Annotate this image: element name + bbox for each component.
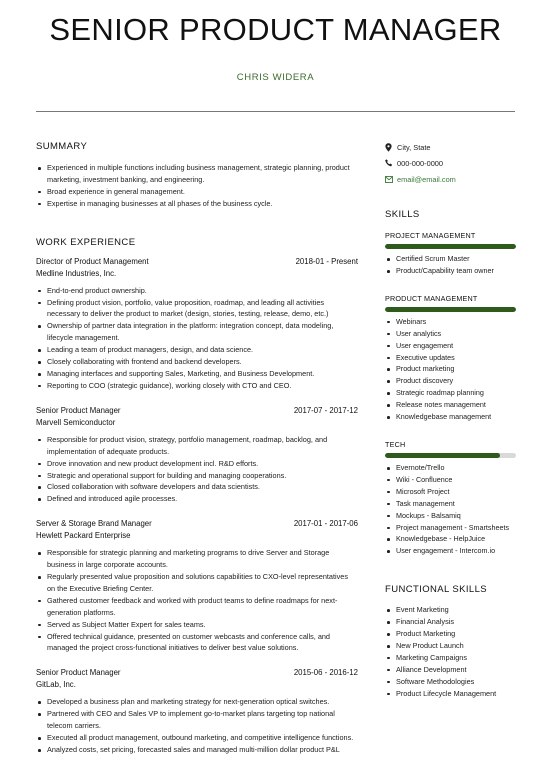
location-text: City, State xyxy=(397,142,431,152)
skills-heading: SKILLS xyxy=(385,209,420,220)
job-title: Server & Storage Brand Manager xyxy=(36,519,152,529)
summary-list xyxy=(36,162,358,210)
job-dates: 2017-07 - 2017-12 xyxy=(293,405,358,415)
experience-section xyxy=(36,237,358,756)
list-item: Defining product vision, portfolio, value proposition, roadmap, and leading all activities necessary to deliver the product to market (design, stories, testing, release, demo, etc.) xyxy=(36,297,358,321)
job-duties xyxy=(36,434,358,505)
list-item: Closed collaboration with software developers and data scientists. xyxy=(36,481,358,493)
list-item: Regularly presented value proposition and solutions capabilities to CXO-level representatives on the Executive Briefing Center. xyxy=(36,571,358,595)
list-item: Certified Scrum Master xyxy=(385,253,516,265)
skill-level-bar xyxy=(385,307,516,312)
list-item: Developed a business plan and marketing strategy for next-generation optical switches. xyxy=(36,696,358,708)
skill-group xyxy=(385,440,516,557)
skill-group-name: PRODUCT MANAGEMENT xyxy=(385,293,478,303)
job-duties xyxy=(36,285,358,392)
list-item: Defined and introduced agile processes. xyxy=(36,493,358,505)
skill-group-name: PROJECT MANAGEMENT xyxy=(385,231,476,240)
functional-skills-heading: FUNCTIONAL SKILLS xyxy=(385,584,487,596)
list-item: Product/Capability team owner xyxy=(385,265,516,277)
job-duties xyxy=(36,547,358,654)
resume-title: SENIOR PRODUCT MANAGER xyxy=(49,12,502,47)
list-item: Marketing Campaigns xyxy=(385,652,516,664)
skill-group xyxy=(385,294,516,423)
list-item: Expertise in managing businesses at all phases of the business cycle. xyxy=(36,198,358,210)
skill-list xyxy=(385,316,516,423)
contact-phone xyxy=(385,155,516,171)
contact-location xyxy=(385,139,516,155)
job-entry xyxy=(36,405,358,505)
list-item: Product marketing xyxy=(385,363,516,375)
list-item: Drove innovation and new product development incl. R&D efforts. xyxy=(36,458,358,470)
header-divider xyxy=(36,111,515,112)
phone-text: 000-000-0000 xyxy=(397,158,444,168)
list-item: Served as Subject Matter Expert for sales teams. xyxy=(36,619,358,631)
skill-level-fill xyxy=(385,244,516,249)
job-title: Director of Product Management xyxy=(36,256,149,266)
sidebar-column xyxy=(385,139,516,699)
contact-email[interactable] xyxy=(385,171,516,187)
skill-group xyxy=(385,231,516,277)
job-entry xyxy=(36,256,358,392)
job-dates: 2017-01 - 2017-06 xyxy=(293,519,358,529)
list-item: Strategic and operational support for building and managing cooperations. xyxy=(36,470,358,482)
experience-heading: WORK EXPERIENCE xyxy=(36,236,136,248)
list-item: Evernote/Trello xyxy=(385,462,516,474)
skill-level-bar xyxy=(385,244,516,249)
list-item: User engagement xyxy=(385,340,516,352)
list-item: Executed all product management, outbound marketing, and competitive intelligence functions. xyxy=(36,732,358,744)
list-item: Managing interfaces and supporting Sales, Marketing, and Business Development. xyxy=(36,368,358,380)
list-item: Responsible for strategic planning and marketing programs to drive Server and Storage business in large corporate accounts. xyxy=(36,547,358,571)
list-item: Executive updates xyxy=(385,352,516,364)
job-title: Senior Product Manager xyxy=(36,405,121,415)
skill-level-bar xyxy=(385,453,516,458)
envelope-icon xyxy=(385,176,397,183)
functional-skills-list xyxy=(385,604,516,699)
list-item: Ownership of partner data integration in the platform: integration concept, data modeling, lifecycle management. xyxy=(36,320,358,344)
job-entry xyxy=(36,518,358,654)
list-item: Gathered customer feedback and worked with product teams to define roadmaps for next-generation platforms. xyxy=(36,595,358,619)
email-link[interactable]: email@email.com xyxy=(397,174,456,184)
list-item: Software Methodologies xyxy=(385,676,516,688)
list-item: Strategic roadmap planning xyxy=(385,387,516,399)
list-item: Reporting to COO (strategic guidance), working closely with CTO and CEO. xyxy=(36,380,358,392)
list-item: User engagement - Intercom.io xyxy=(385,545,516,557)
list-item: Partnered with CEO and Sales VP to implement go-to-market plans targeting top national telecom carriers. xyxy=(36,708,358,732)
list-item: Microsoft Project xyxy=(385,486,516,498)
list-item: Offered technical guidance, presented on customer webcasts and conference calls, and managed the project cross-functional initiatives to deliver best value solutions. xyxy=(36,631,358,655)
list-item: Financial Analysis xyxy=(385,616,516,628)
list-item: Project management - Smartsheets xyxy=(385,522,516,534)
summary-section xyxy=(36,141,358,210)
list-item: Analyzed costs, set pricing, forecasted sales and managed multi-million dollar product P&L xyxy=(36,744,358,756)
job-dates: 2018-01 - Present xyxy=(295,256,358,266)
skill-level-fill xyxy=(385,453,500,458)
list-item: Knowledgebase management xyxy=(385,411,516,423)
list-item: Alliance Development xyxy=(385,664,516,676)
skill-list xyxy=(385,253,516,277)
skill-level-fill xyxy=(385,307,516,312)
skill-list xyxy=(385,462,516,557)
list-item: Release notes management xyxy=(385,399,516,411)
list-item: Product Marketing xyxy=(385,628,516,640)
list-item: Event Marketing xyxy=(385,604,516,616)
job-title: Senior Product Manager xyxy=(36,668,121,678)
summary-heading: SUMMARY xyxy=(36,141,88,152)
job-duties xyxy=(36,696,358,756)
list-item: Closely collaborating with frontend and backend developers. xyxy=(36,356,358,368)
phone-icon xyxy=(385,159,397,167)
list-item: Experienced in multiple functions including business management, strategic planning, product marketing, investment banking, and engineering. xyxy=(36,162,358,186)
list-item: Mockups - Balsamiq xyxy=(385,510,516,522)
contact-block xyxy=(385,139,516,187)
skill-group-name: TECH xyxy=(385,439,406,449)
list-item: Knowledgebase - HelpJuice xyxy=(385,533,516,545)
job-company: Hewlett Packard Enterprise xyxy=(36,531,131,541)
list-item: User analytics xyxy=(385,328,516,340)
candidate-name: CHRIS WIDERA xyxy=(236,72,315,83)
job-entry xyxy=(36,667,358,756)
list-item: New Product Launch xyxy=(385,640,516,652)
list-item: Product Lifecycle Management xyxy=(385,688,516,700)
list-item: Task management xyxy=(385,498,516,510)
list-item: Webinars xyxy=(385,316,516,328)
job-company: Medline Industries, Inc. xyxy=(36,268,117,278)
job-company: Marvell Semiconductor xyxy=(36,417,116,427)
main-column xyxy=(36,141,358,756)
map-pin-icon xyxy=(385,143,397,152)
list-item: Wiki - Confluence xyxy=(385,474,516,486)
list-item: Product discovery xyxy=(385,375,516,387)
job-company: GitLab, Inc. xyxy=(36,680,76,690)
job-dates: 2015-06 - 2016-12 xyxy=(293,668,358,678)
list-item: End-to-end product ownership. xyxy=(36,285,358,297)
list-item: Leading a team of product managers, design, and data science. xyxy=(36,344,358,356)
list-item: Responsible for product vision, strategy, portfolio management, roadmap, backlog, and implementation of adequate products. xyxy=(36,434,358,458)
list-item: Broad experience in general management. xyxy=(36,186,358,198)
